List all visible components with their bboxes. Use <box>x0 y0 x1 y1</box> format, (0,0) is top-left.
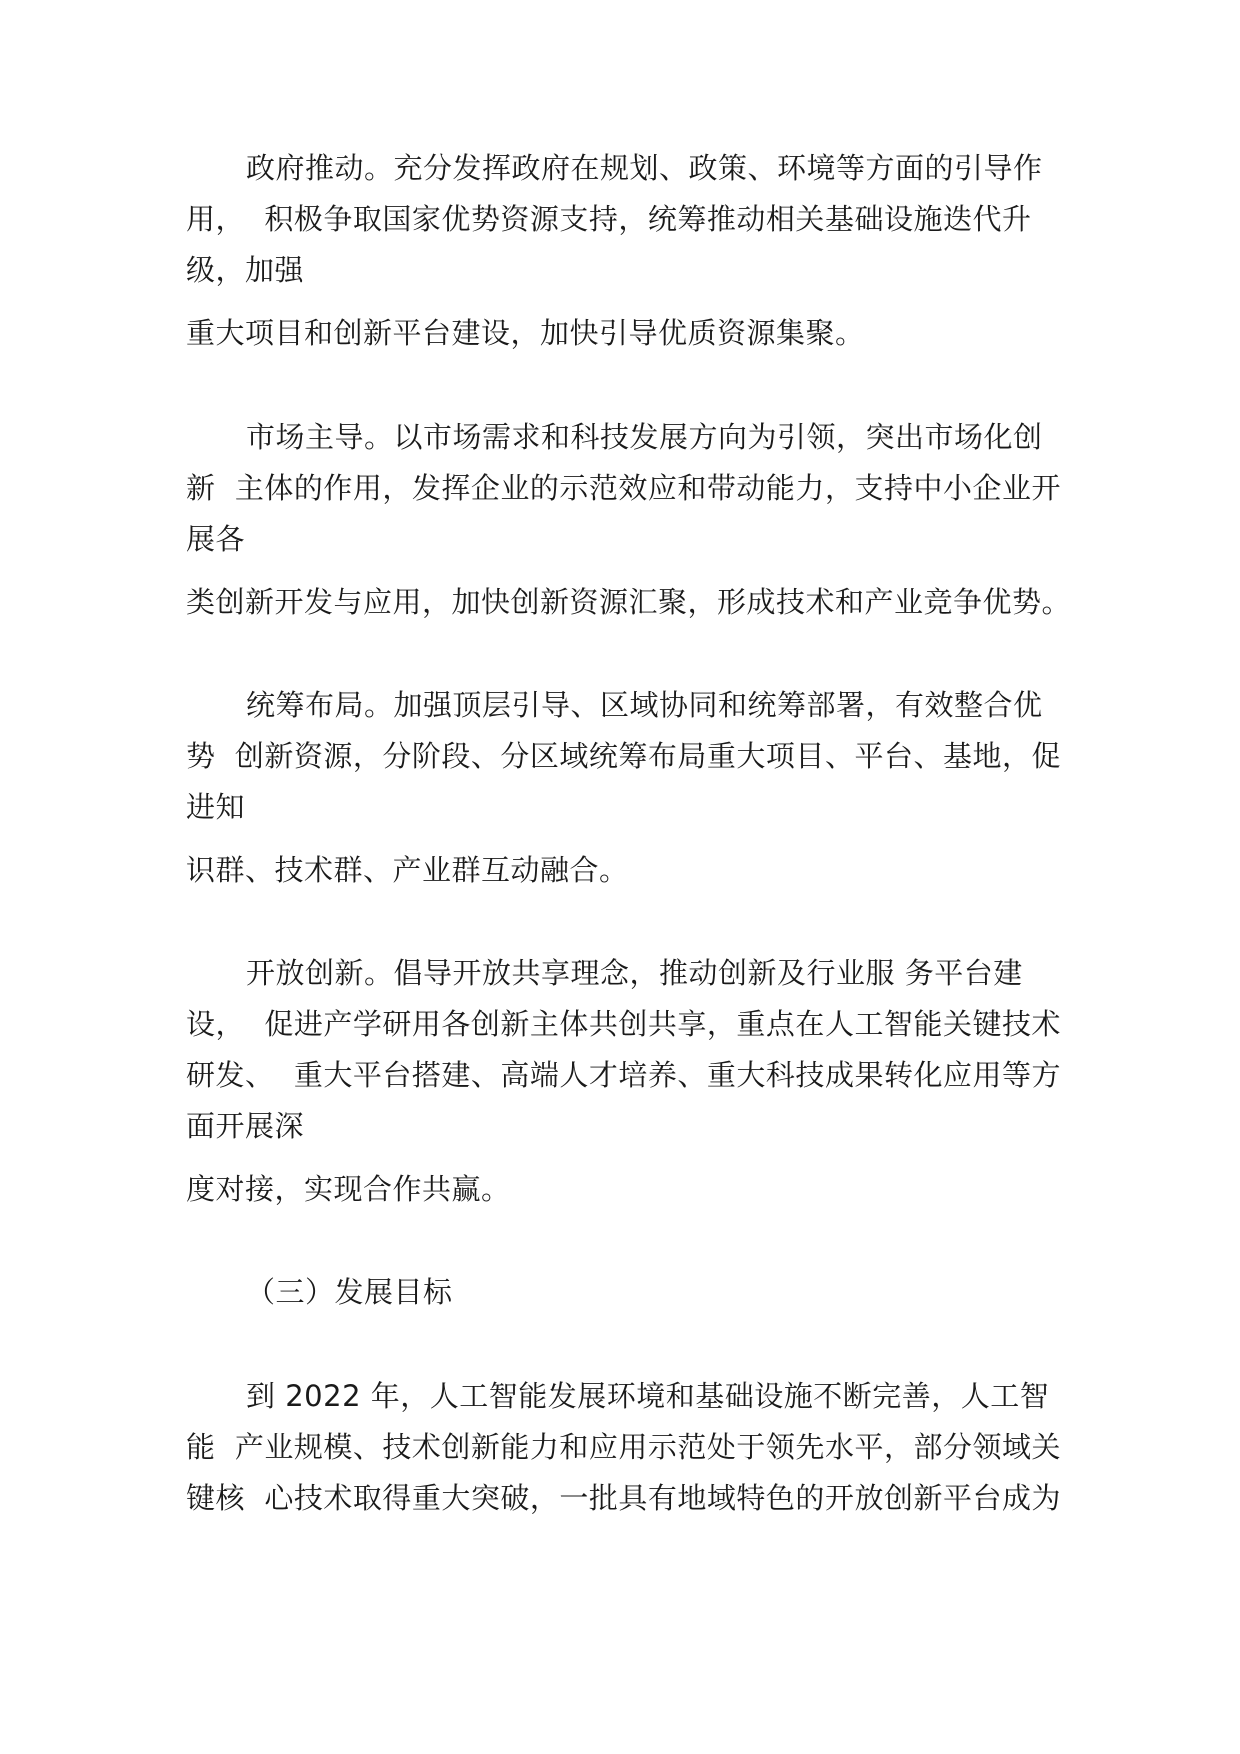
paragraph-market-line-1: 市场主导。以市场需求和科技发展方向为引领，突出市场化创 <box>246 420 1043 454</box>
paragraph-government-line-3: 级，加强 <box>186 253 305 287</box>
paragraph-layout-line-1: 统筹布局。加强顶层引导、区域协同和统筹部署，有效整合优 <box>246 688 1043 722</box>
paragraph-open-line-2: 设， 促进产学研用各创新主体共创共享，重点在人工智能关键技术 <box>186 1007 1061 1041</box>
paragraph-open-line-5: 度对接，实现合作共赢。 <box>186 1172 511 1206</box>
paragraph-market-line-3: 展各 <box>186 522 246 556</box>
paragraph-layout-line-4: 识群、技术群、产业群互动融合。 <box>186 853 629 887</box>
section-heading: （三）发展目标 <box>246 1275 453 1309</box>
paragraph-layout-line-2: 势 创新资源，分阶段、分区域统筹布局重大项目、平台、基地，促 <box>186 739 1061 773</box>
goal-paragraph-line-1: 到 2022 年，人工智能发展环境和基础设施不断完善，人工智 <box>246 1379 1050 1413</box>
paragraph-government-line-1: 政府推动。充分发挥政府在规划、政策、环境等方面的引导作 <box>246 151 1043 185</box>
paragraph-market-line-2: 新 主体的作用，发挥企业的示范效应和带动能力，支持中小企业开 <box>186 471 1061 505</box>
goal-paragraph-line-3: 键核 心技术取得重大突破，一批具有地域特色的开放创新平台成为 <box>186 1481 1061 1515</box>
paragraph-open-line-4: 面开展深 <box>186 1109 305 1143</box>
paragraph-open-line-3: 研发、 重大平台搭建、高端人才培养、重大科技成果转化应用等方 <box>186 1058 1061 1092</box>
paragraph-government-line-4: 重大项目和创新平台建设，加快引导优质资源集聚。 <box>186 316 865 350</box>
paragraph-layout-line-3: 进知 <box>186 790 246 824</box>
goal-paragraph-line-2: 能 产业规模、技术创新能力和应用示范处于领先水平，部分领域关 <box>186 1430 1061 1464</box>
paragraph-open-line-1: 开放创新。倡导开放共享理念，推动创新及行业服 务平台建 <box>246 956 1023 990</box>
paragraph-government-line-2: 用， 积极争取国家优势资源支持，统筹推动相关基础设施迭代升 <box>186 202 1032 236</box>
paragraph-market-line-4: 类创新开发与应用，加快创新资源汇聚，形成技术和产业竞争优势。 <box>186 585 1072 619</box>
